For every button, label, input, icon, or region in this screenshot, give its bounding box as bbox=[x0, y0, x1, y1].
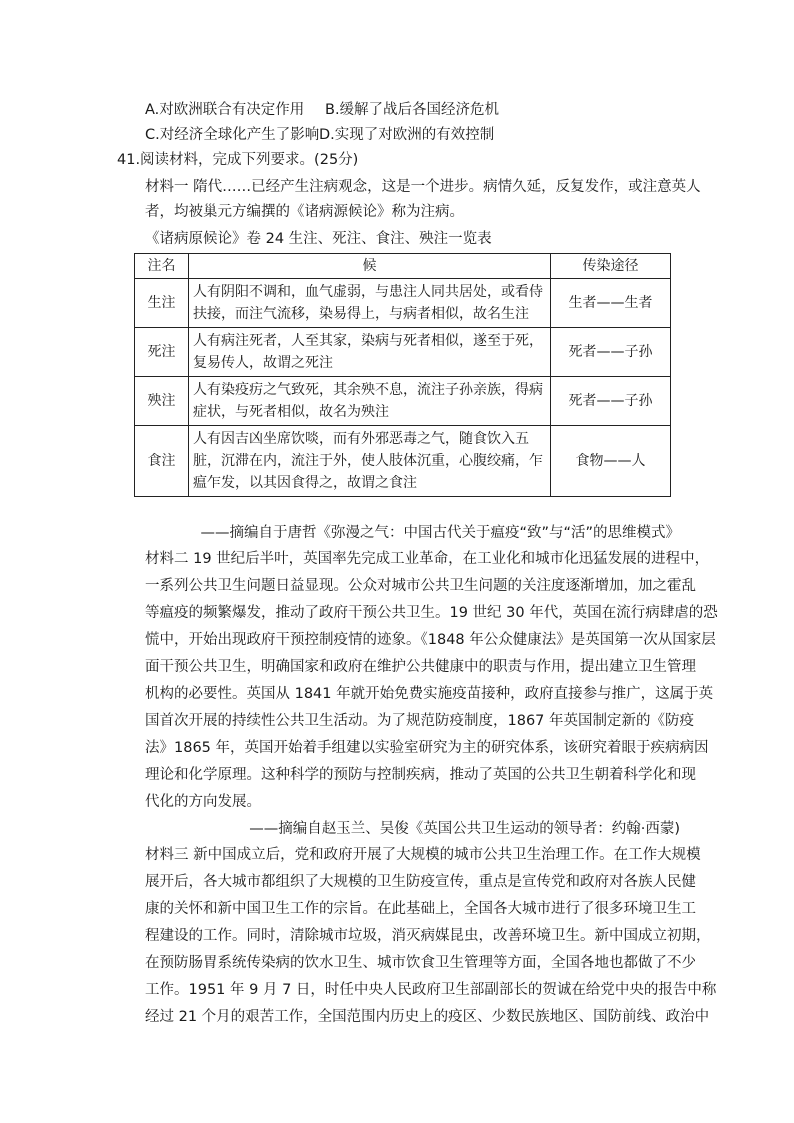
option-d: D.实现了对欧洲的有效控制 bbox=[319, 127, 495, 143]
material-2-line: 一系列公共卫生问题日益显现。公众对城市公共卫生问题的关注度逐渐增加，加之霍乱 bbox=[145, 578, 696, 594]
material-3-line: 工作。1951 年 9 月 7 日，时任中央人民政府卫生部副部长的贺诚在给党中央的报告中称 bbox=[145, 982, 717, 998]
table-header-row bbox=[135, 254, 671, 279]
row-route: 死者——子孙 bbox=[551, 328, 671, 377]
material-3-line: 经过 21 个月的艰苦工作，全国范围内历史上的疫区、少数民族地区、国防前线、政治中 bbox=[145, 1009, 710, 1025]
material-1-line-1: 材料一 隋代……已经产生注病观念，这是一个进步。病情久延，反复发作，或注意英人 bbox=[145, 179, 701, 195]
material-2-line: 法》1865 年，英国开始着手组建以实验室研究为主的研究体系，该研究着眼于疾病病因 bbox=[145, 740, 709, 756]
disease-table bbox=[134, 253, 671, 497]
row-desc: 人有阴阳不调和，血气虚弱，与患注人同共居处，或看侍扶接，而注气流移，染易得上，与病者相似，故名生注 bbox=[189, 279, 551, 328]
row-route: 死者——子孙 bbox=[551, 377, 671, 426]
table-row bbox=[135, 426, 671, 497]
material-1-source: ——摘编自于唐哲《弥漫之气：中国古代关于瘟疫“致”与“活”的思维模式》 bbox=[200, 525, 680, 541]
row-name: 生注 bbox=[135, 279, 189, 328]
option-row-2 bbox=[145, 125, 495, 145]
material-3-line: 材料三 新中国成立后，党和政府开展了大规模的城市公共卫生治理工作。在工作大规模 bbox=[145, 847, 701, 863]
table-row bbox=[135, 328, 671, 377]
material-2-line: 代化的方向发展。 bbox=[145, 794, 261, 810]
material-2-line: 等瘟疫的频繁爆发，推动了政府干预公共卫生。19 世纪 30 年代，英国在流行病肆虐的恐 bbox=[145, 605, 718, 621]
material-3-line: 展开后，各大城市都组织了大规模的卫生防疫宣传，重点是宣传党和政府对各族人民健 bbox=[145, 874, 696, 890]
material-1-line-2: 者，均被巢元方编撰的《诸病源候论》称为注病。 bbox=[145, 204, 464, 220]
table-row bbox=[135, 279, 671, 328]
material-2-line: 面干预公共卫生，明确国家和政府在维护公共健康中的职责与作用，提出建立卫生管理 bbox=[145, 659, 696, 675]
option-a: A.对欧洲联合有决定作用 bbox=[145, 102, 305, 118]
option-c: C.对经济全球化产生了影响 bbox=[145, 127, 320, 143]
material-3-line: 在预防肠胃系统传染病的饮水卫生、城市饮食卫生管理等方面，全国各地也都做了不少 bbox=[145, 955, 696, 971]
material-2-line: 机构的必要性。英国从 1841 年就开始免费实施疫苗接种，政府直接参与推广，这属于英 bbox=[145, 686, 714, 702]
option-row-1 bbox=[145, 100, 500, 120]
row-name: 殃注 bbox=[135, 377, 189, 426]
question-41-prompt: 41.阅读材料，完成下列要求。(25分) bbox=[117, 152, 359, 168]
header-name: 注名 bbox=[135, 254, 189, 279]
table-row bbox=[135, 377, 671, 426]
material-3-line: 程建设的工作。同时，清除城市垃圾，消灭病媒昆虫，改善环境卫生。新中国成立初期， bbox=[145, 928, 711, 944]
material-2-line: 材料二 19 世纪后半叶，英国率先完成工业革命，在工业化和城市化迅猛发展的进程中， bbox=[145, 551, 710, 567]
row-route: 生者——生者 bbox=[551, 279, 671, 328]
row-route: 食物——人 bbox=[551, 426, 671, 497]
header-route: 传染途径 bbox=[551, 254, 671, 279]
material-2-line: 国首次开展的持续性公共卫生活动。为了规范防疫制度，1867 年英国制定新的《防疫 bbox=[145, 713, 695, 729]
row-name: 食注 bbox=[135, 426, 189, 497]
row-desc: 人有因吉凶坐席饮啖，而有外邪恶毒之气，随食饮入五脏，沉滞在内，流注于外，使人肢体沉重，心腹绞痛，乍瘟乍发，以其因食得之，故谓之食注 bbox=[189, 426, 551, 497]
material-2-line: 理论和化学原理。这种科学的预防与控制疾病，推动了英国的公共卫生朝着科学化和现 bbox=[145, 767, 696, 783]
material-3-line: 康的关怀和新中国卫生工作的宗旨。在此基础上，全国各大城市进行了很多环境卫生工 bbox=[145, 901, 696, 917]
material-2-line: 慌中，开始出现政府干预控制疫情的迹象。《1848 年公众健康法》是英国第一次从国家层 bbox=[145, 632, 716, 648]
header-symptoms: 候 bbox=[189, 254, 551, 279]
option-b: B.缓解了战后各国经济危机 bbox=[325, 102, 500, 118]
table-caption: 《诸病原候论》卷 24 生注、死注、食注、殃注一览表 bbox=[145, 231, 492, 247]
row-desc: 人有病注死者，人至其家，染病与死者相似，遂至于死，复易传人，故谓之死注 bbox=[189, 328, 551, 377]
material-2-source: ——摘编自赵玉兰、吴俊《英国公共卫生运动的领导者：约翰·西蒙) bbox=[249, 821, 680, 837]
row-name: 死注 bbox=[135, 328, 189, 377]
row-desc: 人有染疫疠之气致死，其余殃不息，流注子孙亲族，得病症状，与死者相似，故名为殃注 bbox=[189, 377, 551, 426]
